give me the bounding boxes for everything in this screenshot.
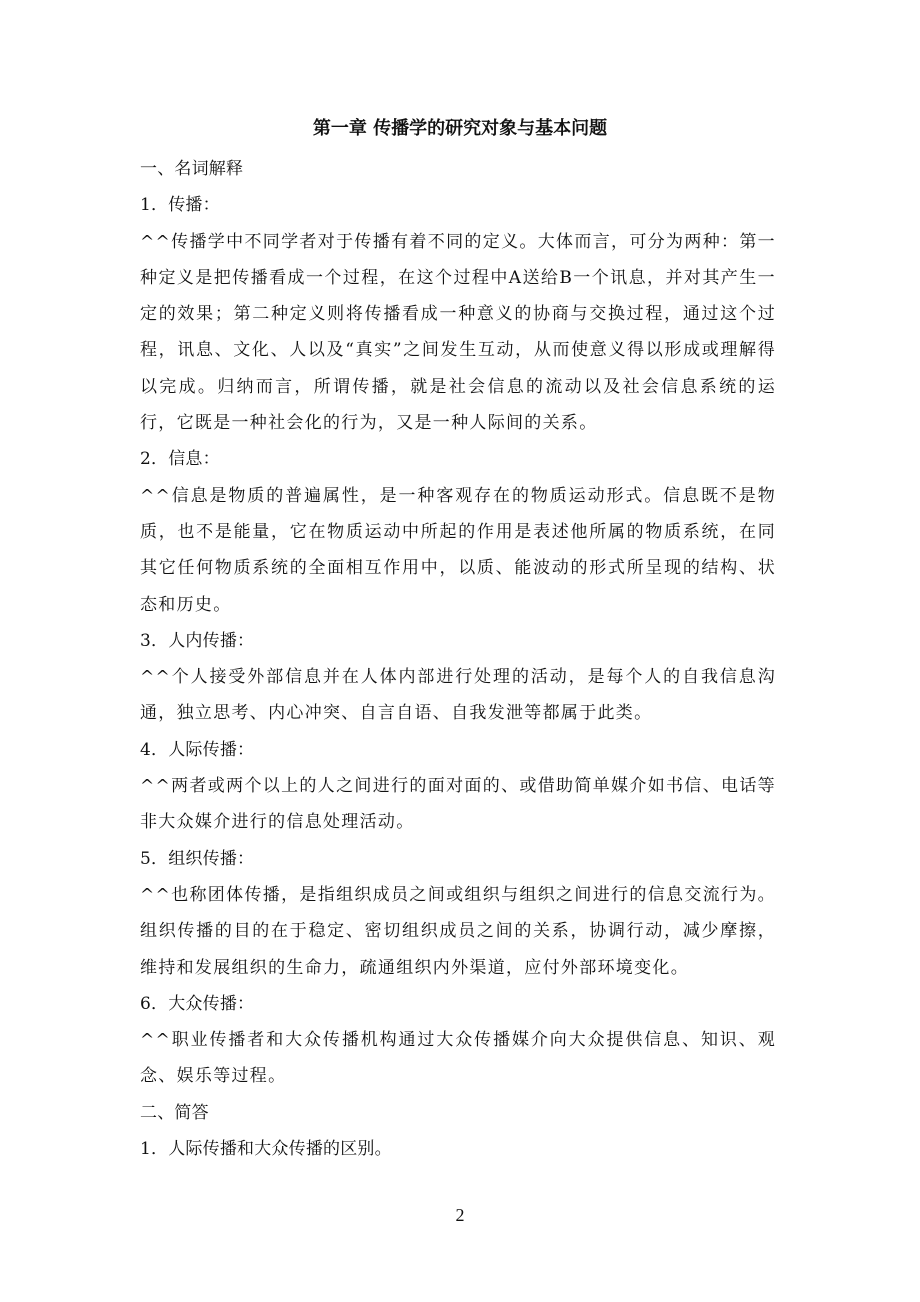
term-definition-intrapersonal: ^^个人接受外部信息并在人体内部进行处理的活动，是每个人的自我信息沟通，独立思考、内心冲突、自言自语、自我发泄等都属于此类。 xyxy=(140,667,776,724)
term-definition-information: ^^信息是物质的普遍属性，是一种客观存在的物质运动形式。信息既不是物质，也不是能量，它在物质运动中所起的作用是表述他所属的物质系统，在同其它任何物质系统的全面相互作用中，以质、能波动的形式所呈现的结构、状态和历史。 xyxy=(140,485,776,615)
term-definition-organizational: ^^也称团体传播，是指组织成员之间或组织与组织之间进行的信息交流行为。组织传播的目的在于稳定、密切组织成员之间的关系，协调行动，减少摩擦，维持和发展组织的生命力，疏通组织内外渠道，应付外部环境变化。 xyxy=(140,884,776,978)
term-heading-interpersonal: 4．人际传播： xyxy=(140,739,255,760)
page-number: 2 xyxy=(455,1205,465,1225)
term-heading-organizational: 5．组织传播： xyxy=(140,848,255,869)
term-definition-interpersonal: ^^两者或两个以上的人之间进行的面对面的、或借助简单媒介如书信、电话等非大众媒介进行的信息处理活动。 xyxy=(140,776,776,833)
term-heading-information: 2．信息： xyxy=(140,449,220,470)
term-heading-mass: 6．大众传播： xyxy=(140,993,255,1014)
section-heading-short-answer: 二、简答 xyxy=(140,1102,209,1123)
term-definition-mass: ^^职业传播者和大众传播机构通过大众传播媒介向大众提供信息、知识、观念、娱乐等过程。 xyxy=(140,1030,776,1087)
term-heading-intrapersonal: 3．人内传播： xyxy=(140,630,255,651)
question-item: 1．人际传播和大众传播的区别。 xyxy=(140,1139,392,1160)
document-body xyxy=(140,151,776,1167)
section-heading-definitions: 一、名词解释 xyxy=(140,159,244,179)
chapter-title: 第一章 传播学的研究对象与基本问题 xyxy=(312,118,608,139)
term-heading-communication: 1．传播： xyxy=(140,195,220,216)
term-definition-communication: ^^传播学中不同学者对于传播有着不同的定义。大体而言，可分为两种：第一种定义是把传播看成一个过程，在这个过程中A送给B一个讯息，并对其产生一定的效果；第二种定义则将传播看成一种意义的协商与交换过程，通过这个过程，讯息、文化、人以及“真实”之间发生互动，从而使意义得以形成或理解得以完成。归纳而言，所谓传播，就是社会信息的流动以及社会信息系统的运行，它既是一种社会化的行为，又是一种人际间的关系。 xyxy=(140,231,776,434)
